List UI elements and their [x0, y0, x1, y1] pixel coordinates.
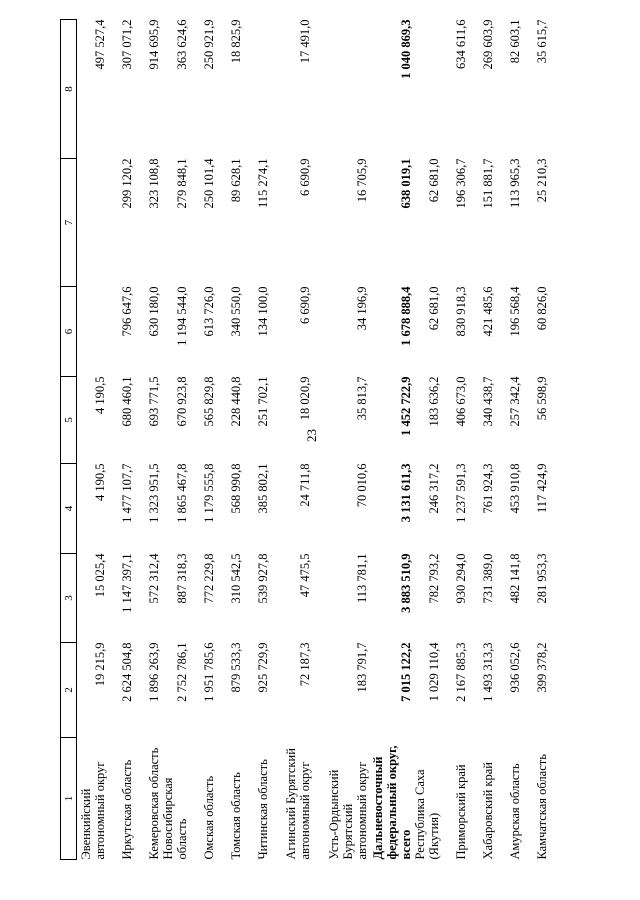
region-name: Хабаровский край [481, 762, 495, 860]
value-cell: 35 615,7 [535, 19, 549, 64]
value-cell: 15 025,4 [93, 553, 107, 598]
value-cell: 680 460,1 [120, 376, 134, 427]
value-cell: 89 628,1 [229, 158, 243, 203]
column-header: 4 [61, 464, 77, 554]
column-header: 8 [61, 20, 77, 159]
value-cell: 613 726,0 [202, 286, 216, 337]
value-cell: 269 603,9 [481, 19, 495, 70]
value-cell: 1 194 544,0 [175, 286, 189, 346]
region-name: Омская область [202, 775, 216, 860]
region-name: Читинская область [256, 759, 270, 860]
value-cell: 47 475,5 [298, 553, 312, 598]
value-cell: 56 598,9 [535, 376, 549, 421]
value-cell: 62 681,0 [427, 286, 441, 331]
statistics-table [60, 19, 549, 860]
table-row [369, 20, 413, 860]
value-cell: 2 752 786,1 [175, 642, 189, 702]
value-cell: 399 378,2 [535, 642, 549, 693]
region-name: Камчатская область [535, 754, 549, 860]
value-cell: 385 802,1 [256, 463, 270, 514]
value-cell: 246 317,2 [427, 463, 441, 514]
value-cell: 16 705,9 [355, 158, 369, 203]
region-name: Кемеровская область [147, 747, 161, 860]
value-cell: 183 636,2 [427, 376, 441, 427]
region-name: Иркутская область [120, 759, 134, 860]
column-header: 3 [61, 554, 77, 643]
value-cell: 1 323 951,5 [147, 463, 161, 523]
value-cell: 6 690,9 [298, 158, 312, 196]
value-cell [413, 20, 441, 159]
value-cell: 82 603,1 [508, 19, 522, 64]
value-cell: 497 527,4 [93, 19, 107, 70]
value-cell: 281 953,3 [535, 553, 549, 604]
value-cell: 250 101,4 [202, 158, 216, 209]
region-name: Амурская область [508, 763, 522, 860]
value-cell: 2 624 504,8 [120, 642, 134, 702]
value-cell: 693 771,5 [147, 376, 161, 427]
value-cell: 299 120,2 [120, 158, 134, 209]
value-cell: 34 196,9 [355, 286, 369, 331]
value-cell: 670 923,8 [175, 376, 189, 427]
table-row [134, 20, 161, 860]
value-cell: 421 485,6 [481, 286, 495, 337]
value-cell: 539 927,8 [256, 553, 270, 604]
value-cell: 634 611,6 [454, 19, 468, 70]
value-cell: 279 848,1 [175, 158, 189, 209]
value-cell: 6 690,9 [298, 286, 312, 324]
table-row [77, 20, 108, 860]
value-cell: 60 826,0 [535, 286, 549, 331]
value-cell: 251 702,1 [256, 376, 270, 427]
value-cell: 925 729,9 [256, 642, 270, 693]
table-row [270, 20, 312, 860]
value-cell: 638 019,1 [399, 158, 413, 209]
value-cell: 482 141,8 [508, 553, 522, 604]
value-cell: 113 965,3 [508, 158, 522, 209]
value-cell: 113 781,1 [355, 553, 369, 604]
value-cell: 914 695,9 [147, 19, 161, 70]
value-cell: 936 052,6 [508, 642, 522, 693]
header-row [61, 20, 77, 860]
value-cell: 1 865 467,8 [175, 463, 189, 523]
region-name: Томская область [229, 772, 243, 860]
value-cell: 761 924,3 [481, 463, 495, 514]
value-cell: 1 029 110,4 [427, 642, 441, 702]
table-row [495, 20, 522, 860]
value-cell: 310 542,5 [229, 553, 243, 604]
value-cell: 363 624,6 [175, 19, 189, 70]
value-cell: 257 342,4 [508, 376, 522, 427]
value-cell: 183 791,7 [355, 642, 369, 693]
value-cell: 18 825,9 [229, 19, 243, 64]
value-cell: 196 568,4 [508, 286, 522, 337]
value-cell [77, 159, 108, 287]
value-cell: 1 040 869,3 [399, 19, 413, 79]
column-header: 1 [61, 738, 77, 860]
value-cell: 228 440,8 [229, 376, 243, 427]
table-row [107, 20, 134, 860]
value-cell: 887 318,3 [175, 553, 189, 604]
value-cell: 19 215,9 [93, 642, 107, 687]
region-name: Новосибирская область [161, 777, 189, 860]
value-cell: 1 179 555,8 [202, 463, 216, 523]
column-header: 5 [61, 377, 77, 464]
value-cell: 7 015 122,2 [399, 642, 413, 702]
value-cell: 3 131 611,3 [399, 463, 413, 523]
value-cell: 1 452 722,9 [399, 376, 413, 436]
value-cell: 879 533,3 [229, 642, 243, 693]
value-cell [243, 20, 270, 159]
table-row [441, 20, 468, 860]
value-cell: 782 793,2 [427, 553, 441, 604]
value-cell: 565 829,8 [202, 376, 216, 427]
value-cell: 4 190,5 [93, 376, 107, 414]
value-cell: 17 491,0 [298, 19, 312, 64]
value-cell: 1 678 888,4 [399, 286, 413, 346]
value-cell: 3 883 510,9 [399, 553, 413, 613]
value-cell: 453 910,8 [508, 463, 522, 514]
value-cell: 70 010,6 [355, 463, 369, 508]
table-row [522, 20, 549, 860]
value-cell: 830 918,3 [454, 286, 468, 337]
value-cell: 18 020,9 [298, 376, 312, 421]
region-name: Дальневосточный федеральный округ, всего [371, 745, 413, 860]
column-header: 7 [61, 159, 77, 287]
page-number: 23 [304, 429, 319, 442]
value-cell: 1 237 591,3 [454, 463, 468, 523]
value-cell: 1 147 397,1 [120, 553, 134, 613]
value-cell: 2 167 885,3 [454, 642, 468, 702]
value-cell: 323 108,8 [147, 158, 161, 209]
value-cell: 1 477 107,7 [120, 463, 134, 523]
value-cell: 151 881,7 [481, 158, 495, 209]
rotated-table-container [60, 20, 580, 860]
table-row [189, 20, 216, 860]
value-cell: 630 180,0 [147, 286, 161, 337]
region-name: Агинский Бурятский автономный округ [284, 748, 312, 860]
value-cell: 731 389,0 [481, 553, 495, 604]
value-cell: 340 438,7 [481, 376, 495, 427]
value-cell: 406 673,0 [454, 376, 468, 427]
table-row [312, 20, 369, 860]
region-name: Усть-Ордынский Бурятский автономный округ [327, 761, 369, 860]
value-cell: 250 921,9 [202, 19, 216, 70]
value-cell: 1 493 313,3 [481, 642, 495, 702]
region-name: Эвенкийский автономный округ [79, 761, 107, 860]
value-cell: 307 071,2 [120, 19, 134, 70]
value-cell: 196 306,7 [454, 158, 468, 209]
region-name: Приморский край [454, 764, 468, 860]
value-cell: 134 100,0 [256, 286, 270, 337]
value-cell: 35 813,7 [355, 376, 369, 421]
value-cell [77, 287, 108, 377]
value-cell: 25 210,3 [535, 158, 549, 203]
value-cell: 340 550,0 [229, 286, 243, 337]
value-cell: 115 274,1 [256, 158, 270, 209]
column-header: 6 [61, 287, 77, 377]
table-row [468, 20, 495, 860]
value-cell: 1 951 785,6 [202, 642, 216, 702]
table-row [243, 20, 270, 860]
table-row [161, 20, 189, 860]
value-cell: 72 187,3 [298, 642, 312, 687]
value-cell: 568 990,8 [229, 463, 243, 514]
value-cell: 117 424,9 [535, 463, 549, 514]
table-row [216, 20, 243, 860]
value-cell: 930 294,0 [454, 553, 468, 604]
region-name: Республика Саха (Якутия) [413, 769, 441, 860]
value-cell: 572 312,4 [147, 553, 161, 604]
value-cell: 4 190,5 [93, 463, 107, 501]
column-header: 2 [61, 643, 77, 738]
value-cell: 62 681,0 [427, 158, 441, 203]
value-cell: 1 896 263,9 [147, 642, 161, 702]
value-cell [312, 20, 369, 159]
value-cell: 772 229,8 [202, 553, 216, 604]
table-row [413, 20, 441, 860]
value-cell: 24 711,8 [298, 463, 312, 507]
value-cell: 796 647,6 [120, 286, 134, 337]
